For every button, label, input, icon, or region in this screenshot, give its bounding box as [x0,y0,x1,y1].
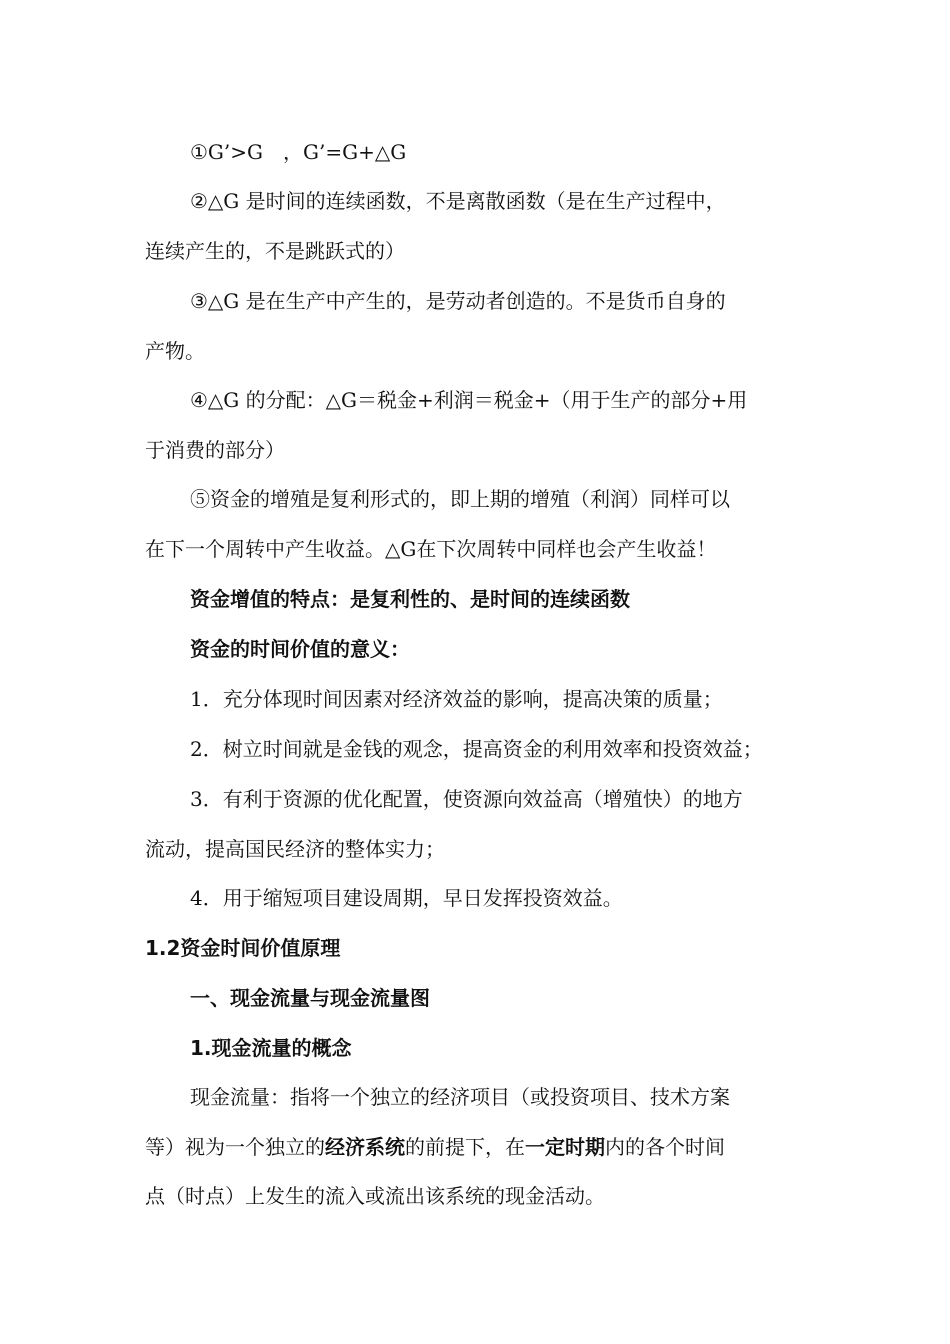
significance-item-2: 2．树立时间就是金钱的观念，提高资金的利用效率和投资效益； [190,737,763,761]
concept-heading: 1.现金流量的概念 [190,1036,352,1060]
paragraph-4-line-2: 于消费的部分） [145,438,285,462]
definition-line-2 [145,1137,725,1157]
section-heading: 1.2资金时间价值原理 [145,936,341,960]
features-heading: 资金增值的特点：是复利性的、是时间的连续函数 [190,587,630,611]
paragraph-5-line-2: 在下一个周转中产生收益。△G在下次周转中同样也会产生收益！ [145,537,717,561]
significance-heading: 资金的时间价值的意义： [190,637,410,661]
paragraph-4-line-1: ④△G 的分配：△G＝税金+利润＝税金+（用于生产的部分+用 [190,388,748,412]
paragraph-3-line-2: 产物。 [145,339,205,363]
definition-emphasis-economic-system: 经济系统 [325,1135,405,1159]
paragraph-3-line-1: ③△G 是在生产中产生的，是劳动者创造的。不是货币自身的 [190,289,726,313]
definition-text: 内的各个时间 [605,1135,725,1159]
definition-text: 等）视为一个独立的 [145,1135,325,1159]
paragraph-1-line-1: ①G’>G ，G’=G+△G [190,140,407,164]
definition-emphasis-period: 一定时期 [525,1135,605,1159]
significance-item-3-line-2: 流动，提高国民经济的整体实力； [145,837,445,861]
subsection-heading: 一、现金流量与现金流量图 [190,986,430,1010]
definition-line-3: 点（时点）上发生的流入或流出该系统的现金活动。 [145,1184,605,1208]
significance-item-3-line-1: 3．有利于资源的优化配置，使资源向效益高（增殖快）的地方 [190,787,743,811]
paragraph-5-line-1: ⑤资金的增殖是复利形式的，即上期的增殖（利润）同样可以 [190,487,730,511]
definition-line-1: 现金流量：指将一个独立的经济项目（或投资项目、技术方案 [190,1085,730,1109]
paragraph-2-line-2: 连续产生的，不是跳跃式的） [145,239,405,263]
paragraph-2-line-1: ②△G 是时间的连续函数，不是离散函数（是在生产过程中， [190,189,726,213]
definition-text: 的前提下，在 [405,1135,525,1159]
significance-item-4: 4．用于缩短项目建设周期，早日发挥投资效益。 [190,886,623,910]
significance-item-1: 1．充分体现时间因素对经济效益的影响，提高决策的质量； [190,687,723,711]
